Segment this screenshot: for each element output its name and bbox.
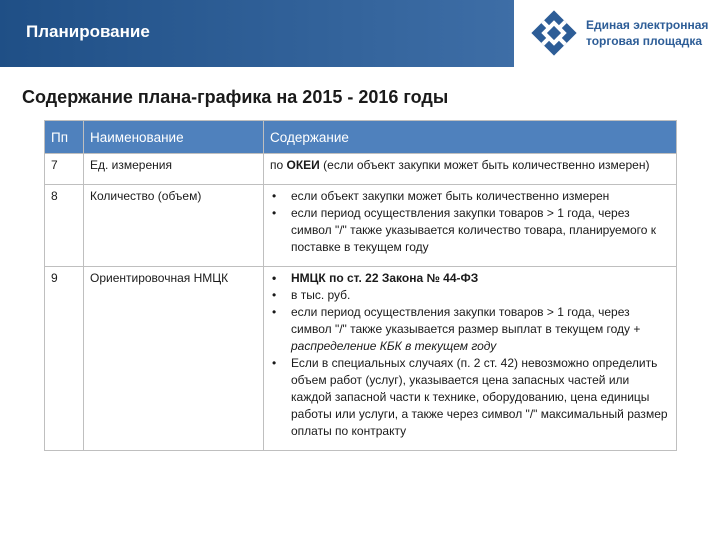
row-content (264, 267, 677, 451)
table-row (45, 267, 677, 451)
logo (514, 0, 720, 67)
row-content (264, 154, 677, 185)
row-name: Ед. измерения (84, 154, 264, 185)
table-row (45, 154, 677, 185)
row-num: 7 (45, 154, 84, 185)
bullet-list (270, 188, 670, 256)
bullet-item: • НМЦК по ст. 22 Закона № 44-ФЗ (291, 270, 670, 287)
table-header-row (45, 121, 677, 154)
row-content (264, 185, 677, 267)
bullet-item: • если период осуществления закупки товаров > 1 года, через символ "/" также указывается количество товара, планируемого к поставке в текущем году (291, 205, 670, 256)
bullet-item: • Если в специальных случаях (п. 2 ст. 42) невозможно определить объем работ (услуг), указывается цена запасных частей или каждой запасной части к технике, оборудованию, цена единицы работы или услуги, а также через символ "/" максимальный размер оплаты по контракту (291, 355, 670, 440)
column-header-num: Пп (45, 121, 84, 154)
column-header-content: Содержание (264, 121, 677, 154)
content-bold-text: ОКЕИ (286, 158, 320, 172)
table-row (45, 185, 677, 267)
etp-logo-icon (530, 9, 578, 57)
logo-line-1: Единая электронная (586, 18, 709, 32)
bullet-item (291, 304, 670, 355)
bullet-item: • в тыс. руб. (291, 287, 670, 304)
plan-table (44, 120, 677, 451)
logo-line-2: торговая площадка (586, 34, 703, 48)
column-header-name: Наименование (84, 121, 264, 154)
bullet-italic-text: распределение КБК в текущем году (291, 339, 497, 353)
header-bar (0, 0, 720, 67)
row-num: 8 (45, 185, 84, 267)
bullet-item: • если объект закупки может быть количественно измерен (291, 188, 670, 205)
content-text: по (270, 158, 287, 172)
row-name: Количество (объем) (84, 185, 264, 267)
bullet-text: если период осуществления закупки товаров > 1 года, через символ "/" также указывается размер выплат в текущем году + (291, 305, 641, 336)
bullet-list (270, 270, 670, 440)
row-name: Ориентировочная НМЦК (84, 267, 264, 451)
slide-subtitle: Содержание плана-графика на 2015 - 2016 годы (22, 87, 449, 107)
page-title: Планирование (26, 22, 150, 41)
logo-text (586, 17, 708, 49)
content-text: (если объект закупки может быть количественно измерен) (319, 158, 650, 172)
row-num: 9 (45, 267, 84, 451)
